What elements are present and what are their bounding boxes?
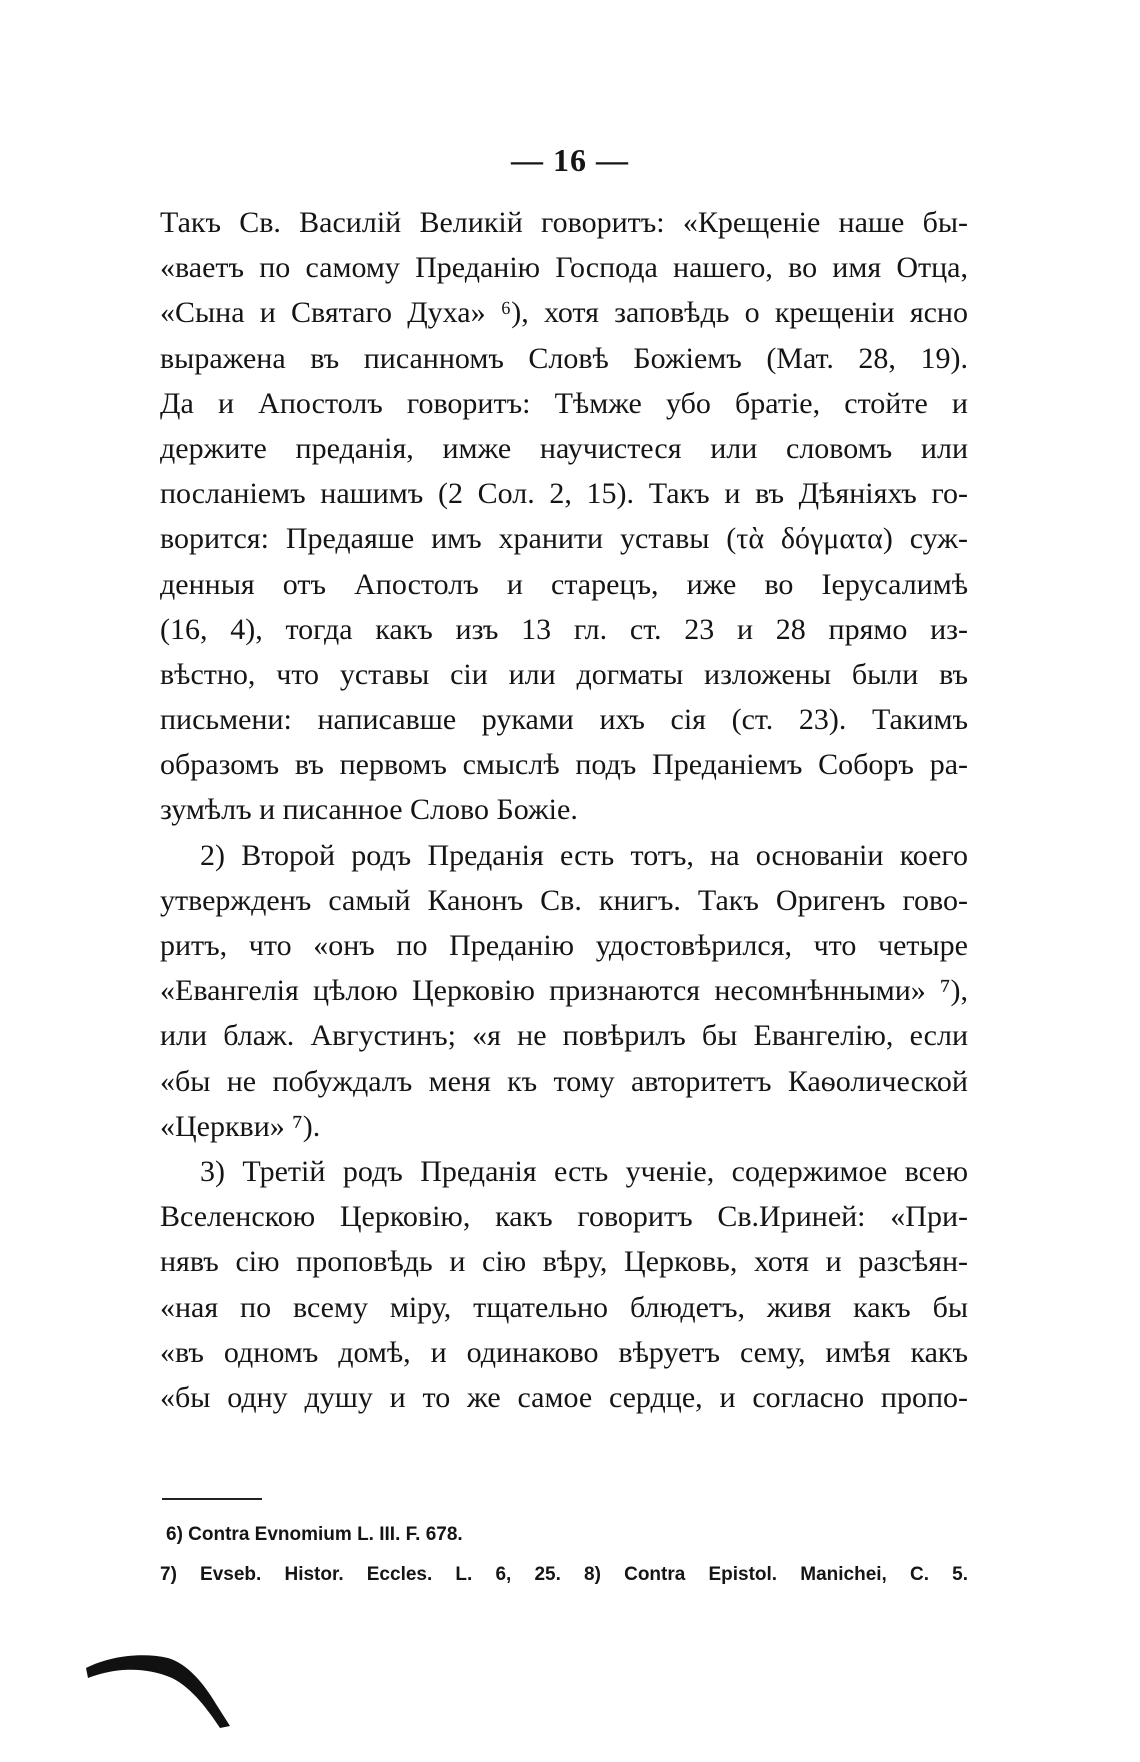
text-line: образомъ въ первомъ смыслѣ подъ Преданіемъ Соборъ ра- (160, 748, 968, 782)
text-line: ритъ, что «онъ по Преданію удостовѣрился, что четыре (160, 929, 968, 962)
text-line: 2) Второй родъ Преданія есть тотъ, на основаніи коего (200, 838, 968, 872)
text-line: письмени: написавше руками ихъ сія (ст. 23). Такимъ (160, 703, 968, 737)
text-line: «ваетъ по самому Преданію Господа нашего, во имя Отца, (160, 251, 968, 285)
text-line: (16, 4), тогда какъ изъ 13 гл. ст. 23 и 28 прямо из- (160, 612, 968, 646)
footnote: 6) Contra Evnomium L. III. F. 678. (166, 1524, 463, 1545)
text-line: «бы не побуждалъ меня къ тому авторитетъ Каѳолической (160, 1064, 968, 1098)
text-line: «бы одну душу и то же самое сердце, и согласно пропо- (160, 1380, 968, 1414)
text-line: зумѣлъ и писанное Слово Божіе. (160, 793, 578, 827)
text-line: «Церкви» ⁷). (160, 1109, 321, 1143)
text-line: денныя отъ Апостолъ и старецъ, иже во Іерусалимѣ (160, 567, 968, 601)
text-line: Вселенскою Церковію, какъ говоритъ Св.Ириней: «При- (160, 1200, 968, 1234)
text-line: «ная по всему міру, тщательно блюдетъ, живя какъ бы (160, 1290, 968, 1324)
text-line: 3) Третій родъ Преданія есть ученіе, содержимое всею (200, 1154, 968, 1188)
text-line: или блаж. Августинъ; «я не повѣрилъ бы Евангелію, если (160, 1019, 968, 1053)
text-line: ворится: Предаяше имъ хранити уставы (τὰ δόγματα) суж- (160, 522, 968, 556)
text-line: нявъ сію проповѣдь и сію вѣру, Церковь, хотя и разсѣян- (160, 1245, 968, 1279)
text-line: держите преданія, имже научистеся или словомъ или (160, 431, 968, 465)
text-line: «въ одномъ домѣ, и одинаково вѣруетъ сему, имѣя какъ (160, 1335, 968, 1369)
text-line: вѣстно, что уставы сіи или догматы изложены были въ (160, 657, 968, 691)
text-line: «Сына и Святаго Духа» ⁶), хотя заповѣдь о крещеніи ясно (160, 296, 968, 330)
text-line: посланіемъ нашимъ (2 Сол. 2, 15). Такъ и въ Дѣяніяхъ го- (160, 477, 968, 511)
text-line: выражена въ писанномъ Словѣ Божіемъ (Мат. 28, 19). (160, 341, 968, 375)
text-line: «Евангелія цѣлою Церковію признаются несомнѣнными» ⁷), (160, 974, 968, 1008)
text-line: Такъ Св. Василій Великій говоритъ: «Крещеніе наше бы- (160, 206, 968, 239)
footnotes (160, 1515, 968, 1595)
ink-smudge (80, 1622, 240, 1732)
text-line: Да и Апостолъ говоритъ: Тѣмже убо братіе, стойте и (160, 386, 968, 420)
page-number: — 16 — (511, 142, 629, 178)
body-text (160, 200, 968, 1420)
text-line: утвержденъ самый Канонъ Св. книгъ. Такъ Оригенъ гово- (160, 883, 968, 917)
footnote: 7) Evseb. Histor. Eccles. L. 6, 25. 8) Contra Epistol. Manichei, C. 5. (160, 1564, 968, 1585)
footnote-divider (162, 1498, 262, 1500)
